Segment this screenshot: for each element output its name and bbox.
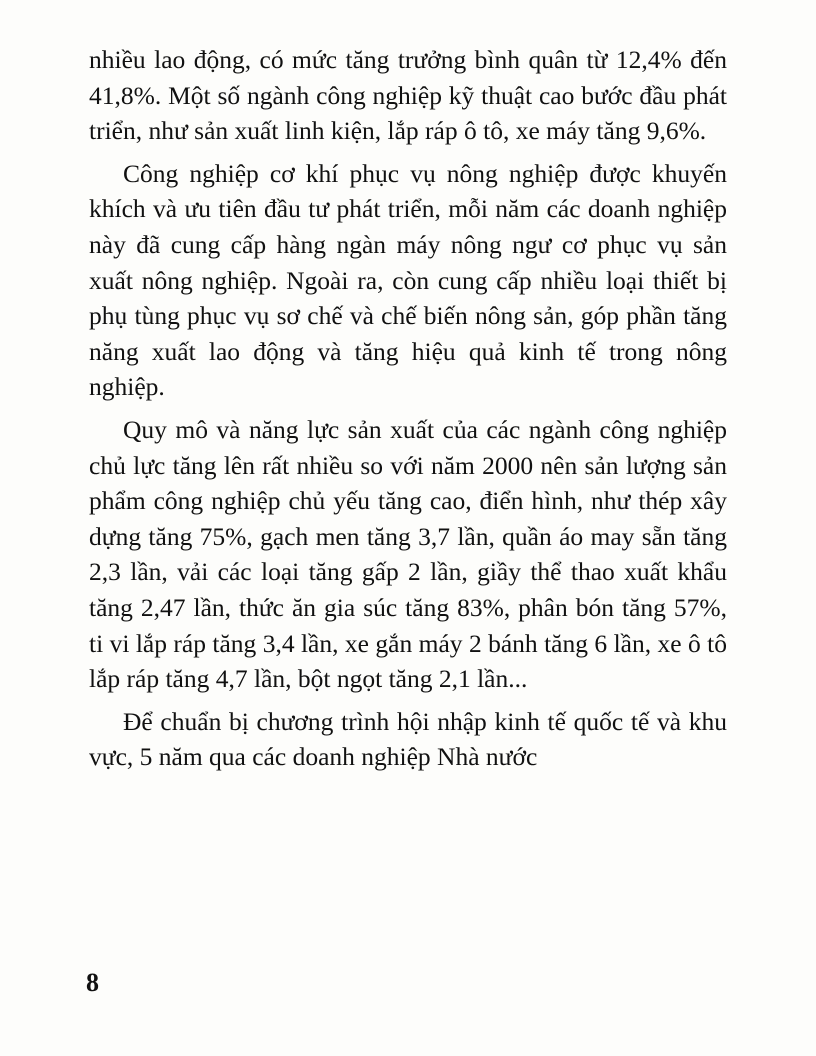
paragraph-2: Công nghiệp cơ khí phục vụ nông nghiệp được khuyến khích và ưu tiên đầu tư phát triển, mỗi năm các doanh nghiệp này đã cung cấp hàng ngàn máy nông ngư cơ phục vụ sản xuất nông nghiệp. Ngoài ra, còn cung cấp nhiều loại thiết bị phụ tùng phục vụ sơ chế và chế biến nông sản, góp phần tăng năng xuất lao động và tăng hiệu quả kinh tế trong nông nghiệp.	[89, 158, 727, 402]
page-number: 8	[86, 968, 99, 997]
paragraph-3: Quy mô và năng lực sản xuất của các ngành công nghiệp chủ lực tăng lên rất nhiều so với năm 2000 nên sản lượng sản phẩm công nghiệp chủ yếu tăng cao, điển hình, như thép xây dựng tăng 75%, gạch men tăng 3,7 lần, quần áo may sẵn tăng 2,3 lần, vải các loại tăng gấp 2 lần, giầy thể thao xuất khẩu tăng 2,47 lần, thức ăn gia súc tăng 83%, phân bón tăng 57%, ti vi lắp ráp tăng 3,4 lần, xe gắn máy 2 bánh tăng 6 lần, xe ô tô lắp ráp tăng 4,7 lần, bột ngọt tăng 2,1 lần...	[89, 414, 727, 694]
body-text	[89, 42, 727, 782]
paragraph-1: nhiều lao động, có mức tăng trưởng bình quân từ 12,4% đến 41,8%. Một số ngành công nghiệp kỹ thuật cao bước đầu phát triển, như sản xuất linh kiện, lắp ráp ô tô, xe máy tăng 9,6%.	[89, 45, 727, 146]
paragraph-4: Để chuẩn bị chương trình hội nhập kinh tế quốc tế và khu vực, 5 năm qua các doanh nghiệp Nhà nước	[89, 706, 727, 772]
